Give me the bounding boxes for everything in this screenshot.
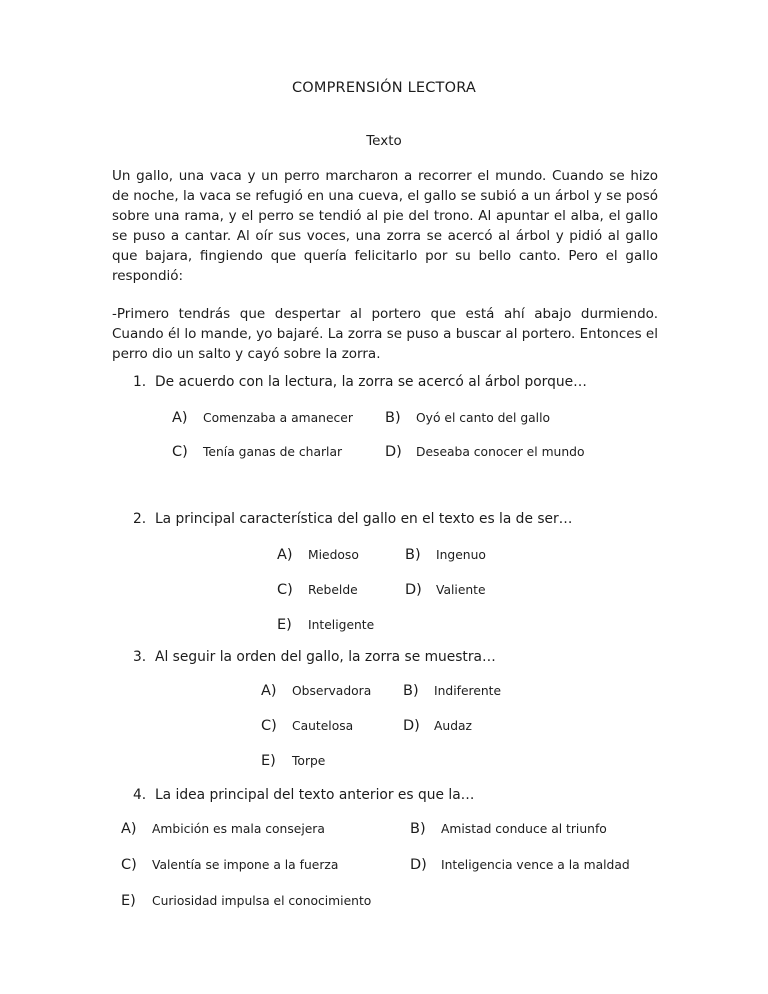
question-4-text: La idea principal del texto anterior es que la… [155,787,475,803]
question-3-option-e [261,753,403,771]
option-letter: E) [277,617,292,633]
question-2-number: 2. [133,511,147,527]
option-letter: B) [405,547,421,563]
option-text: Curiosidad impulsa el conocimiento [152,894,372,908]
option-text: Observadora [292,684,372,698]
question-3-option-b [403,683,501,701]
question-1-option-d [385,444,584,462]
option-letter: D) [405,582,422,598]
option-text: Oyó el canto del gallo [416,411,551,425]
option-letter: C) [172,444,188,460]
question-1-option-b [385,410,584,428]
question-3 [133,649,668,665]
option-letter: E) [121,893,136,909]
document-title: COMPRENSIÓN LECTORA [291,80,477,96]
option-letter: B) [403,683,419,699]
question-1-option-c [172,444,385,462]
section-label-texto: Texto [366,133,402,149]
option-letter: B) [410,821,426,837]
question-4-option-d [410,857,630,875]
option-text: Rebelde [308,583,358,597]
option-letter: A) [172,410,188,426]
option-text: Audaz [434,719,473,733]
option-text: Cautelosa [292,719,354,733]
option-text: Inteligencia vence a la maldad [441,858,630,872]
question-2-option-c [277,582,405,600]
option-letter: D) [385,444,402,460]
question-3-option-d [403,718,501,736]
question-2-option-e [277,617,405,635]
question-1-options [172,410,584,462]
option-text: Inteligente [308,618,375,632]
question-4-option-a [121,821,410,839]
option-letter: A) [261,683,277,699]
option-text: Deseaba conocer el mundo [416,445,585,459]
question-2-text: La principal característica del gallo en el texto es la de ser… [155,511,573,527]
question-3-number: 3. [133,649,147,665]
question-4-number: 4. [133,787,147,803]
option-text: Tenía ganas de charlar [203,445,343,459]
question-3-text: Al seguir la orden del gallo, la zorra se muestra… [155,649,496,665]
story-paragraph-1: Un gallo, una vaca y un perro marcharon a recorrer el mundo. Cuando se hizo de noche, la vaca se refugió en una cueva, el gallo se subió a un árbol y se posó sobre una rama, y el perro se tendió al pie del trono. Al apuntar el alba, el gallo se puso a cantar. Al oír sus voces, una zorra se acercó al árbol y pidió al gallo que bajara, fingiendo que quería felicitarlo por su bello canto. Pero el gallo respondió: [112,168,658,284]
question-1 [133,374,668,390]
question-1-option-a [172,410,385,428]
question-3-option-a [261,683,403,701]
option-text: Valentía se impone a la fuerza [152,858,339,872]
option-letter: C) [277,582,293,598]
option-text: Amistad conduce al triunfo [441,822,607,836]
question-4-option-b [410,821,630,839]
question-2-options [277,547,486,635]
option-letter: B) [385,410,401,426]
option-letter: C) [121,857,137,873]
question-4-options [121,821,630,911]
question-2-option-a [277,547,405,565]
option-letter: A) [121,821,137,837]
option-text: Comenzaba a amanecer [203,411,353,425]
option-letter: D) [410,857,427,873]
option-text: Miedoso [308,548,359,562]
option-text: Torpe [292,754,326,768]
question-1-number: 1. [133,374,147,390]
question-4-option-c [121,857,410,875]
question-4 [133,787,668,803]
question-2-option-d [405,582,486,600]
question-2-option-b [405,547,486,565]
option-text: Ingenuo [436,548,486,562]
question-4-option-e [121,893,410,911]
question-3-options [261,683,501,771]
question-1-text: De acuerdo con la lectura, la zorra se acercó al árbol porque… [155,374,587,390]
option-letter: D) [403,718,420,734]
question-2 [133,511,668,527]
option-letter: A) [277,547,293,563]
option-text: Ambición es mala consejera [152,822,325,836]
option-letter: C) [261,718,277,734]
option-text: Valiente [436,583,486,597]
option-text: Indiferente [434,684,502,698]
question-3-option-c [261,718,403,736]
option-letter: E) [261,753,276,769]
story-paragraph-2: -Primero tendrás que despertar al portero que está ahí abajo durmiendo. Cuando él lo mande, yo bajaré. La zorra se puso a buscar al portero. Entonces el perro dio un salto y cayó sobre la zorra. [112,306,658,362]
